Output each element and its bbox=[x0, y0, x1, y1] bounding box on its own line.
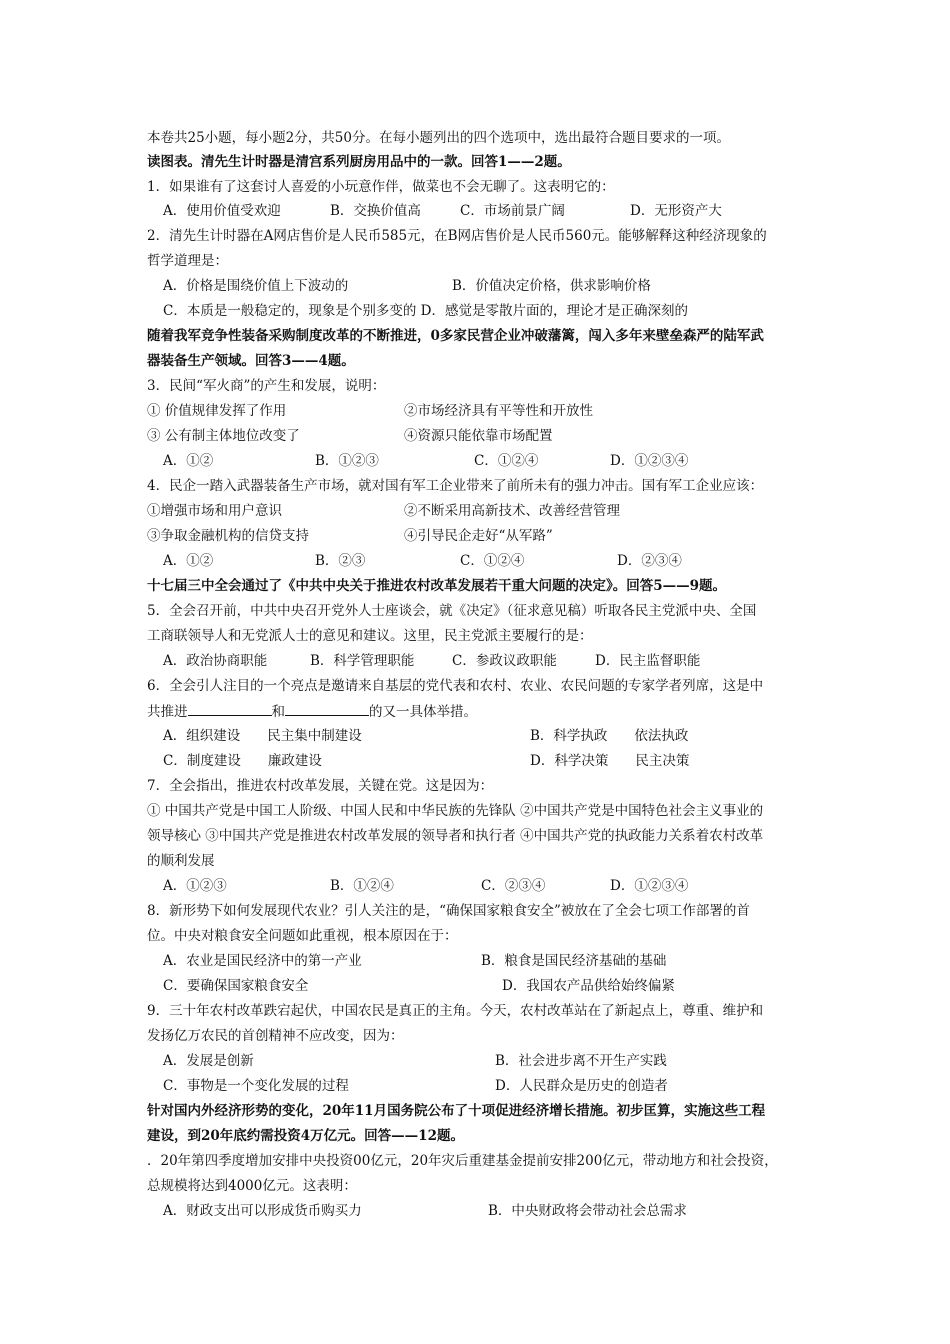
question-3-statement-2: ②市场经济具有平等性和开放性 bbox=[404, 403, 593, 419]
group-heading-4-line2: 建设，到20年底约需投资4万亿元。回答——12题。 bbox=[147, 1128, 464, 1144]
group-heading-4-line1: 针对国内外经济形势的变化，20年11月国务院公布了十项促进经济增长措施。初步匡算，实施这些工程 bbox=[147, 1103, 766, 1119]
question-3-option-c: C．①②④ bbox=[474, 453, 539, 469]
question-2-stem-line1: 2．清先生计时器在A网店售价是人民币585元，在B网店售价是人民币560元。能够解释这种经济现象的 bbox=[147, 228, 767, 244]
question-7-stem: 7．全会指出，推进农村改革发展，关键在党。这是因为： bbox=[147, 778, 494, 794]
question-7-statements-line1: ① 中国共产党是中国工人阶级、中国人民和中华民族的先锋队 ②中国共产党是中国特色社会主义事业的 bbox=[147, 803, 764, 819]
question-3-stem: 3．民间“军火商”的产生和发展，说明： bbox=[147, 378, 386, 394]
group-heading-2-line2: 器装备生产领域。回答3——4题。 bbox=[147, 353, 355, 369]
question-10-stem-line1: ．20年第四季度增加安排中央投资00亿元，20年灾后重建基金提前安排200亿元，带动地方和社会投资， bbox=[147, 1153, 778, 1169]
question-4-statement-4: ④引导民企走好“从军路” bbox=[404, 528, 553, 544]
group-heading-3: 十七届三中全会通过了《中共中央关于推进农村改革发展若干重大问题的决定》。回答5——9题。 bbox=[147, 578, 727, 594]
question-1-stem: 1．如果谁有了这套讨人喜爱的小玩意作伴，做菜也不会无聊了。这表明它的： bbox=[147, 179, 615, 195]
question-9-option-d: D．人民群众是历史的创造者 bbox=[495, 1078, 668, 1094]
question-5-option-a: A．政治协商职能 bbox=[163, 653, 268, 669]
question-3-statement-3: ③ 公有制主体地位改变了 bbox=[147, 428, 300, 444]
question-5-option-d: D．民主监督职能 bbox=[595, 653, 701, 669]
question-4-option-b: B．②③ bbox=[315, 553, 366, 569]
question-7-statements-line2: 领导核心 ③中国共产党是推进农村改革发展的领导者和执行者 ④中国共产党的执政能力关系着农村改革 bbox=[147, 828, 764, 844]
question-9-option-c: C．事物是一个变化发展的过程 bbox=[163, 1078, 349, 1094]
question-6-option-d: D．科学决策 民主决策 bbox=[530, 753, 690, 769]
question-3-statement-4: ④资源只能依靠市场配置 bbox=[404, 428, 553, 444]
answer-blank-1 bbox=[188, 701, 272, 716]
question-9-stem-line2: 发扬亿万农民的首创精神不应改变，因为： bbox=[147, 1028, 404, 1044]
question-3-statement-1: ① 价值规律发挥了作用 bbox=[147, 403, 287, 419]
question-3-option-b: B．①②③ bbox=[315, 453, 379, 469]
question-2-option-b: B．价值决定价格，供求影响价格 bbox=[452, 278, 651, 294]
question-5-stem-line2: 工商联领导人和无党派人士的意见和建议。这里，民主党派主要履行的是： bbox=[147, 628, 593, 644]
question-2-option-cd: C．本质是一般稳定的，现象是个别多变的 D．感觉是零散片面的，理论才是正确深刻的 bbox=[163, 303, 688, 319]
question-8-option-d: D．我国农产品供给始终偏紧 bbox=[502, 978, 675, 994]
question-10-option-a: A．财政支出可以形成货币购买力 bbox=[163, 1203, 362, 1219]
question-1-option-c: C．市场前景广阔 bbox=[460, 203, 565, 219]
question-7-option-d: D．①②③④ bbox=[610, 878, 689, 894]
question-9-stem-line1: 9．三十年农村改革跌宕起伏，中国农民是真正的主角。今天，农村改革站在了新起点上，尊重、维护和 bbox=[147, 1003, 764, 1019]
question-6-stem-part2: 和 bbox=[271, 704, 285, 720]
question-1-option-b: B．交换价值高 bbox=[330, 203, 421, 219]
question-4-option-c: C．①②④ bbox=[460, 553, 525, 569]
question-5-stem-line1: 5．全会召开前，中共中央召开党外人士座谈会，就《决定》（征求意见稿）听取各民主党派中央、全国 bbox=[147, 603, 757, 619]
question-6-option-a: A．组织建设 民主集中制建设 bbox=[163, 728, 362, 744]
question-8-option-c: C．要确保国家粮食安全 bbox=[163, 978, 309, 994]
question-4-statement-1: ①增强市场和用户意识 bbox=[147, 503, 282, 519]
question-4-option-d: D．②③④ bbox=[617, 553, 682, 569]
question-5-option-b: B．科学管理职能 bbox=[310, 653, 415, 669]
question-8-stem-line2: 位。中央对粮食安全问题如此重视，根本原因在于： bbox=[147, 928, 458, 944]
question-1-option-a: A．使用价值受欢迎 bbox=[163, 203, 281, 219]
question-9-option-a: A．发展是创新 bbox=[163, 1053, 254, 1069]
question-3-option-d: D．①②③④ bbox=[610, 453, 689, 469]
question-4-option-a: A．①② bbox=[163, 553, 214, 569]
question-6-stem-line1: 6．全会引人注目的一个亮点是邀请来自基层的党代表和农村、农业、农民问题的专家学者列席，这是中 bbox=[147, 678, 764, 694]
question-7-statements-line3: 的顺利发展 bbox=[147, 853, 215, 869]
question-5-option-c: C．参政议政职能 bbox=[452, 653, 557, 669]
question-6-stem-line2 bbox=[147, 701, 477, 721]
question-4-statement-3: ③争取金融机构的信贷支持 bbox=[147, 528, 309, 544]
question-3-option-a: A．①② bbox=[163, 453, 214, 469]
group-heading-2-line1: 随着我军竞争性装备采购制度改革的不断推进，0多家民营企业冲破藩篱，闯入多年来壁垒森严的陆军武 bbox=[147, 328, 764, 344]
question-10-stem-line2: 总规模将达到4000亿元。这表明： bbox=[147, 1178, 357, 1194]
question-6-stem-part3: 的又一具体举措。 bbox=[369, 704, 477, 720]
group-heading-1: 读图表。清先生计时器是清宫系列厨房用品中的一款。回答1——2题。 bbox=[147, 154, 571, 170]
question-8-stem-line1: 8．新形势下如何发展现代农业？引人关注的是，“确保国家粮食安全”被放在了全会七项工作部署的首 bbox=[147, 903, 750, 919]
question-6-option-b: B．科学执政 依法执政 bbox=[530, 728, 689, 744]
question-7-option-c: C．②③④ bbox=[481, 878, 546, 894]
answer-blank-2 bbox=[285, 701, 369, 716]
question-2-stem-line2: 哲学道理是： bbox=[147, 253, 228, 269]
question-1-option-d: D．无形资产大 bbox=[630, 203, 722, 219]
question-2-option-a: A．价格是围绕价值上下波动的 bbox=[163, 278, 349, 294]
question-8-option-a: A．农业是国民经济中的第一产业 bbox=[163, 953, 362, 969]
question-9-option-b: B．社会进步离不开生产实践 bbox=[495, 1053, 667, 1069]
section-intro: 本卷共25小题，每小题2分，共50分。在每小题列出的四个选项中，选出最符合题目要求的一项。 bbox=[147, 130, 730, 146]
question-6-option-c: C．制度建设 廉政建设 bbox=[163, 753, 322, 769]
question-10-option-b: B．中央财政将会带动社会总需求 bbox=[488, 1203, 687, 1219]
question-6-stem-part1: 共推进 bbox=[147, 704, 188, 720]
question-7-option-a: A．①②③ bbox=[163, 878, 227, 894]
question-4-statement-2: ②不断采用高新技术、改善经营管理 bbox=[404, 503, 620, 519]
question-4-stem: 4．民企一踏入武器装备生产市场，就对国有军工企业带来了前所未有的强力冲击。国有军工企业应该： bbox=[147, 478, 764, 494]
question-7-option-b: B．①②④ bbox=[330, 878, 394, 894]
question-8-option-b: B．粮食是国民经济基础的基础 bbox=[481, 953, 667, 969]
